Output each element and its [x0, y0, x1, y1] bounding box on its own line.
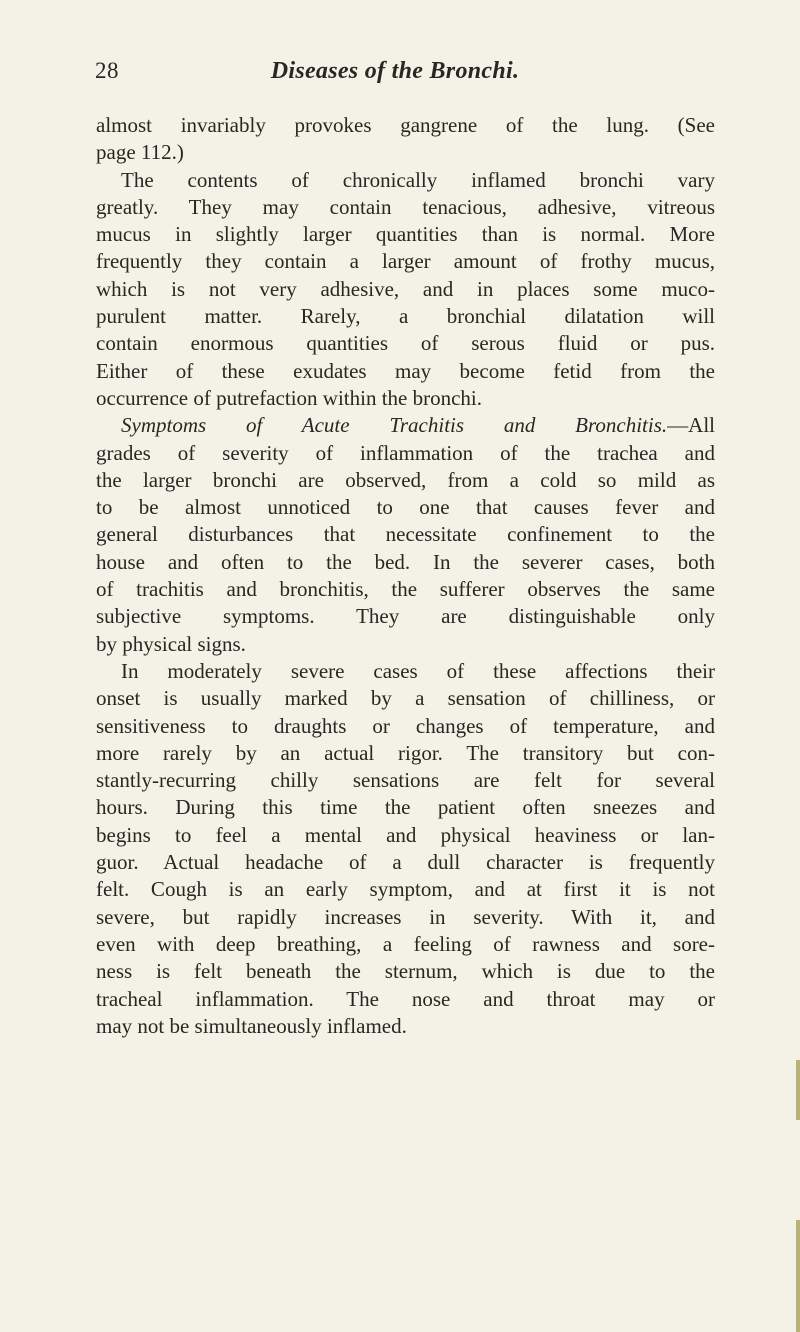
text-run: severe, but rapidly increases in severity. With it, and	[96, 904, 715, 929]
text-run: page 112.)	[96, 140, 184, 165]
text-line	[96, 740, 715, 767]
text-line	[96, 986, 715, 1013]
text-line	[96, 603, 715, 630]
text-line	[96, 576, 715, 603]
text-run: purulent matter. Rarely, a bronchial dilatation will	[96, 304, 715, 329]
text-run: grades of severity of inflammation of the trachea and	[96, 440, 715, 465]
text-run: In moderately severe cases of these affections their	[121, 658, 715, 683]
text-line	[96, 904, 715, 931]
text-line	[96, 685, 715, 712]
text-line	[96, 794, 715, 821]
text-run: the larger bronchi are observed, from a cold so mild as	[96, 467, 715, 492]
text-line	[96, 658, 715, 685]
text-run: guor. Actual headache of a dull character is frequently	[96, 850, 715, 875]
text-line	[96, 822, 715, 849]
text-line	[96, 385, 715, 412]
text-run: occurrence of putrefaction within the bronchi.	[96, 385, 483, 410]
text-run: greatly. They may contain tenacious, adhesive, vitreous	[96, 194, 715, 219]
page-number: 28	[95, 58, 119, 83]
text-line	[96, 521, 715, 548]
text-run: mucus in slightly larger quantities than is normal. More	[96, 222, 715, 247]
text-run: which is not very adhesive, and in places some muco-	[96, 276, 715, 301]
text-run: stantly-recurring chilly sensations are felt for several	[96, 768, 715, 793]
running-title: Diseases of the Bronchi.	[270, 58, 520, 84]
text-run: more rarely by an actual rigor. The transitory but con-	[96, 740, 715, 765]
text-line	[96, 494, 715, 521]
text-run: frequently they contain a larger amount of frothy mucus,	[96, 249, 715, 274]
text-line	[96, 931, 715, 958]
text-line	[96, 303, 715, 330]
text-line	[96, 549, 715, 576]
text-run: to be almost unnoticed to one that causes fever and	[96, 495, 715, 520]
text-line	[96, 248, 715, 275]
text-run: by physical signs.	[96, 631, 246, 656]
text-line	[96, 876, 715, 903]
text-line	[96, 330, 715, 357]
text-run: almost invariably provokes gangrene of the lung. (See	[96, 113, 715, 137]
page-edge-mark	[796, 1220, 800, 1332]
text-line	[96, 631, 715, 658]
text-line	[96, 358, 715, 385]
text-run: felt. Cough is an early symptom, and at first it is not	[96, 877, 715, 902]
page-edge-mark	[796, 1060, 800, 1120]
text-line	[96, 412, 715, 439]
text-run: subjective symptoms. They are distinguishable only	[96, 604, 715, 629]
text-run: contain enormous quantities of serous fluid or pus.	[96, 331, 715, 356]
text-run: sensitiveness to draughts or changes of temperature, and	[96, 713, 715, 738]
body-text	[96, 112, 715, 1040]
text-line	[96, 1013, 715, 1040]
text-line	[96, 112, 715, 139]
text-line	[96, 167, 715, 194]
page-header	[95, 58, 695, 98]
text-line	[96, 849, 715, 876]
text-line	[96, 276, 715, 303]
text-line	[96, 467, 715, 494]
text-line	[96, 767, 715, 794]
text-run: —All	[667, 413, 715, 438]
text-line	[96, 194, 715, 221]
italic-heading: Symptoms of Acute Trachitis and Bronchitis.	[121, 413, 668, 438]
text-line	[96, 139, 715, 166]
text-run: begins to feel a mental and physical heaviness or lan-	[96, 822, 715, 847]
text-run: may not be simultaneously inflamed.	[96, 1013, 407, 1038]
text-line	[96, 221, 715, 248]
text-run: ness is felt beneath the sternum, which is due to the	[96, 959, 715, 984]
text-run: Either of these exudates may become fetid from the	[96, 358, 715, 383]
text-line	[96, 713, 715, 740]
text-line	[96, 440, 715, 467]
text-run: even with deep breathing, a feeling of rawness and sore-	[96, 931, 715, 956]
text-run: general disturbances that necessitate confinement to the	[96, 522, 715, 547]
text-run: hours. During this time the patient often sneezes and	[96, 795, 715, 820]
text-run: The contents of chronically inflamed bronchi vary	[121, 167, 715, 192]
text-run: tracheal inflammation. The nose and throat may or	[96, 986, 715, 1011]
text-line	[96, 958, 715, 985]
text-run: onset is usually marked by a sensation of chilliness, or	[96, 686, 715, 711]
text-run: of trachitis and bronchitis, the sufferer observes the same	[96, 577, 715, 602]
text-run: house and often to the bed. In the severer cases, both	[96, 549, 715, 574]
